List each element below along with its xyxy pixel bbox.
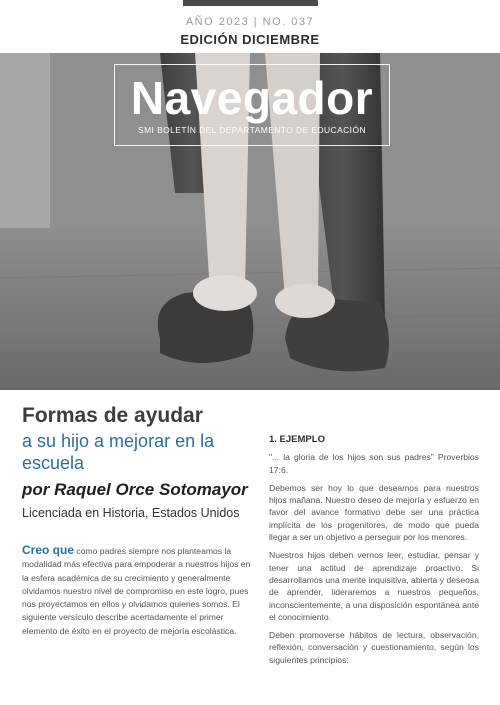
cover-photo xyxy=(0,53,500,390)
bible-quote: "... la gloria de los hijos son sus padres" Proverbios 17:6. xyxy=(269,452,479,475)
body-paragraph: Debemos ser hoy lo que deseamos para nuestros hijos mañana. Nuestro deseo de mejoría y esfuerzo en favor del avance formativo debe ser una práctica implícita de los progenitores, de modo que pueda llegar a ser un objetivo a perseguir por los menores. xyxy=(269,482,479,543)
edition-label: EDICIÓN DICIEMBRE xyxy=(180,32,320,47)
masthead-box xyxy=(114,64,390,146)
issue-number: AÑO 2023 | NO. 037 xyxy=(185,16,315,28)
intro-paragraph xyxy=(22,544,254,638)
publication-subtitle: SMI BOLETÍN DEL DEPARTAMENTO DE EDUCACIÓN xyxy=(138,125,366,135)
top-accent-bar xyxy=(183,0,318,6)
intro-lead: Creo que xyxy=(22,543,75,557)
publication-title: Navegador xyxy=(130,72,374,124)
section-heading: 1. EJEMPLO xyxy=(269,434,325,445)
body-paragraph: Nuestros hijos deben vernos leer, estudiar, pensar y tener una actitud de aprendizaje proactivo. Si desarrollamos una mente inquisitiva, abierta y deseosa de aprender, lideraremos a nuestros pequeños, inconscientemente, a una disposición espontánea ante el conocimiento. xyxy=(269,550,479,622)
article-column-right xyxy=(269,434,479,672)
body-paragraph: Deben promoverse hábitos de lectura, observación, reflexión, conversación y cuestionamiento, según los siguientes principios: xyxy=(269,630,479,665)
author-credential: Licenciada en Historia, Estados Unidos xyxy=(22,506,240,520)
author-byline: por Raquel Orce Sotomayor xyxy=(22,480,248,499)
intro-body: como padres siempre nos planteamos la modalidad más efectiva para empoderar a nuestros hijos en la esfera académica de su crecimiento y generalmente olvidamos nuestro nivel de compromiso en este logro, pues nos proyectamos en ellos y olvidamos quienes somos. El siguiente versículo describe acertadamente el primer elemento de éxito en el proyecto de mejoría escolástica. xyxy=(22,546,251,636)
article-subtitle: a su hijo a mejorar en la escuela xyxy=(22,431,215,473)
article-title: Formas de ayudar xyxy=(22,404,203,427)
